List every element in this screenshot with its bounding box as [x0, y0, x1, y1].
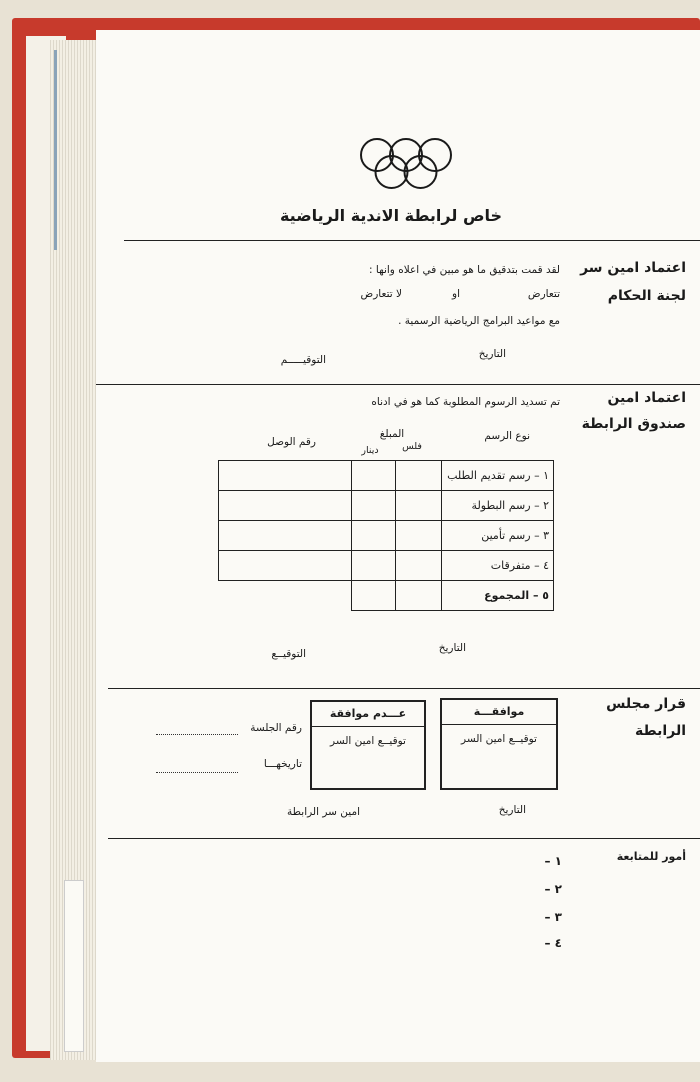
- session-number-field[interactable]: [156, 734, 238, 735]
- option-no-conflict: لا تتعارض: [360, 288, 402, 300]
- section2-intro: تم تسديد الرسوم المطلوبة كما هو في ادناه: [371, 396, 560, 408]
- col-fils: فلس: [402, 441, 422, 452]
- reject-signature: توقيــع امين السر: [330, 735, 406, 747]
- section1-label-2: لجنة الحكام: [607, 288, 686, 304]
- section2-label-1: اعتماد امين: [607, 390, 686, 406]
- receipt-cell[interactable]: [219, 551, 352, 581]
- signature-label: التوقيـــــم: [280, 354, 326, 366]
- fils-cell[interactable]: [396, 491, 442, 521]
- fee-type-cell: ٣ – رسم تأمين: [442, 521, 554, 551]
- fee-type-cell: ٥ – المجموع: [442, 581, 554, 611]
- session-date-label: تاريخهـــا: [263, 758, 302, 770]
- option-or: او: [452, 288, 460, 300]
- followup-item: ١ –: [544, 854, 562, 868]
- form-page: [96, 30, 700, 1062]
- olympic-rings-icon: [358, 134, 454, 196]
- session-number-label: رقم الجلسة: [250, 722, 302, 734]
- table-row: [219, 581, 554, 611]
- fee-type-cell: ٢ – رسم البطولة: [442, 491, 554, 521]
- reject-box: [310, 700, 426, 790]
- fils-cell[interactable]: [396, 461, 442, 491]
- divider: [108, 688, 700, 689]
- receipt-cell[interactable]: [219, 491, 352, 521]
- session-date-field[interactable]: [156, 772, 238, 773]
- followup-item: ٣ –: [544, 910, 562, 924]
- date-label: التاريخ: [438, 642, 466, 654]
- fils-cell[interactable]: [396, 521, 442, 551]
- receipt-cell[interactable]: [219, 461, 352, 491]
- reject-title: عـــدم موافقة: [312, 702, 424, 727]
- dinar-cell[interactable]: [352, 491, 396, 521]
- col-dinar: دينار: [361, 445, 379, 456]
- signature-label: التوقيــع: [271, 648, 306, 660]
- option-conflict: تتعارض: [527, 288, 560, 300]
- table-row: [219, 491, 554, 521]
- col-amount: المبلغ: [379, 428, 405, 440]
- fils-cell[interactable]: [396, 551, 442, 581]
- fee-type-cell: ١ – رسم تقديم الطلب: [442, 461, 554, 491]
- divider: [108, 838, 700, 839]
- section1-line3: مع مواعيد البرامج الرياضية الرسمية .: [398, 315, 560, 327]
- fee-type-cell: ٤ – متفرقات: [442, 551, 554, 581]
- col-fee-type: نوع الرسم: [484, 430, 530, 442]
- table-row: [219, 521, 554, 551]
- divider: [124, 240, 700, 241]
- dinar-cell[interactable]: [352, 521, 396, 551]
- dinar-cell[interactable]: [352, 551, 396, 581]
- approve-signature: توقيــع امين السر: [461, 733, 537, 745]
- col-receipt: رقم الوصل: [267, 436, 316, 448]
- empty-cell: [219, 581, 352, 611]
- fils-cell[interactable]: [396, 581, 442, 611]
- date-label: التاريخ: [478, 348, 506, 360]
- receipt-cell[interactable]: [219, 521, 352, 551]
- form-title: خاص لرابطة الاندية الرياضية: [279, 206, 502, 225]
- section1-line1: لقد قمت بتدقيق ما هو مبين في اعلاه وانها :: [369, 264, 560, 276]
- page-edge-mark: [54, 50, 57, 250]
- followup-item: ٢ –: [544, 882, 562, 896]
- fees-table: [218, 460, 554, 611]
- dinar-cell[interactable]: [352, 461, 396, 491]
- date-label: التاريخ: [498, 804, 526, 816]
- table-row: [219, 551, 554, 581]
- section3-label-1: قرار مجلس: [606, 696, 686, 712]
- secretary-label: امين سر الرابطة: [287, 806, 360, 818]
- followup-label: أمور للمتابعة: [616, 850, 686, 863]
- page-tab: [64, 880, 84, 1052]
- followup-item: ٤ –: [544, 936, 562, 950]
- approve-title: موافقـــة: [442, 700, 556, 725]
- dinar-cell[interactable]: [352, 581, 396, 611]
- section2-label-2: صندوق الرابطة: [581, 416, 686, 432]
- table-row: [219, 461, 554, 491]
- divider: [96, 384, 700, 385]
- section1-label-1: اعتماد امين سر: [580, 260, 686, 276]
- approve-box: [440, 698, 558, 790]
- section3-label-2: الرابطة: [635, 723, 686, 739]
